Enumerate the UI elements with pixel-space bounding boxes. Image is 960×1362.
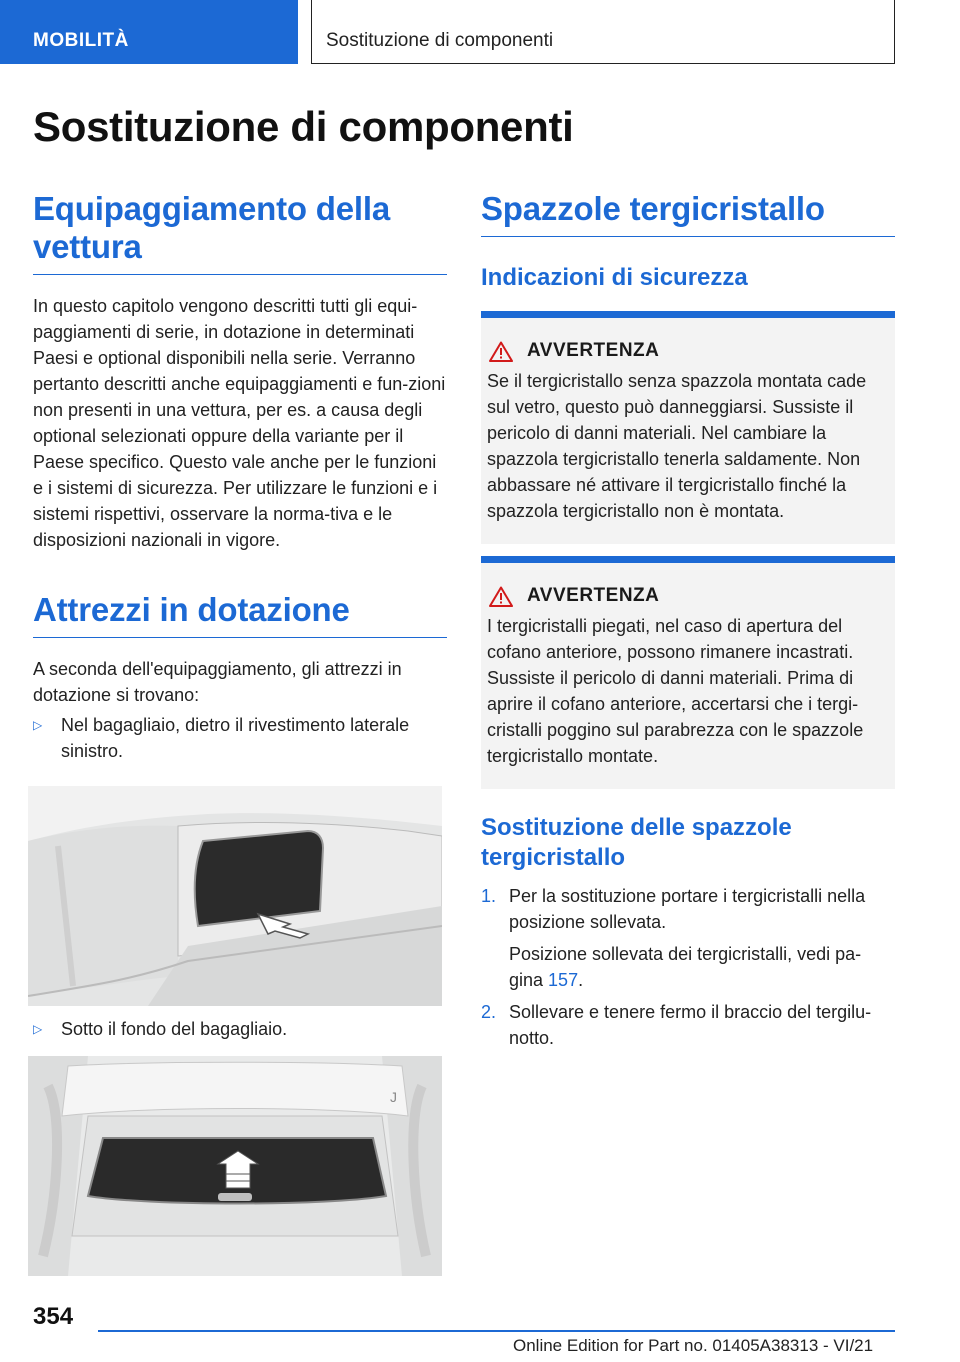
warning-box-1 [481, 311, 895, 544]
heading-replace-blades: Sostituzione delle spazzole tergicristallo [481, 814, 792, 871]
list-item [481, 883, 895, 935]
header-section-tab [0, 0, 298, 64]
footer-divider [98, 1330, 895, 1332]
list-item [33, 1016, 447, 1042]
heading-wiper-blades: Spazzole tergicristallo [481, 190, 895, 237]
trunk-side-panel-image [28, 786, 442, 1006]
warning-box-2 [481, 556, 895, 789]
step-text: Per la sostituzione portare i tergicristalli nella posizione sollevata. [509, 886, 866, 932]
right-column [481, 190, 895, 1051]
warning-triangle-icon [489, 341, 513, 362]
page-number: 354 [33, 1303, 74, 1330]
left-column [33, 190, 447, 1276]
step-text: Sollevare e tenere fermo il braccio del tergilu-notto. [509, 1002, 872, 1048]
header-section-label: MOBILITÀ [33, 30, 129, 51]
heading-tools: Attrezzi in dotazione [33, 591, 447, 638]
step-reference [481, 941, 895, 993]
triangle-right-icon: ▷ [33, 1021, 43, 1036]
footer-edition: Online Edition for Part no. 01405A38313 - VI/21 [513, 1336, 874, 1355]
equipment-paragraph: In questo capitolo vengono descritti tutti gli equi-paggiamenti di serie, in dotazione in determinati Paesi e optional disponibili nella serie. Verranno pertanto descritti anche equipaggiamenti e fun-zioni non presenti in una vettura, per es. a causa degli optional selezionati oppure della variante per il Paese specifico. Questo vale anche per le funzioni e i sistemi di sicurezza. Per utilizzare le funzioni e i sistemi rispettivi, osservare la norma-tiva e le disposizioni nazionali in vigore. [33, 295, 446, 550]
svg-text:J: J [390, 1088, 397, 1105]
page-link[interactable]: 157 [548, 970, 579, 990]
header-chapter-label: Sostituzione di componenti [326, 30, 554, 51]
reference-end: . [578, 970, 584, 990]
step-number: 2. [481, 1002, 497, 1022]
heading-safety: Indicazioni di sicurezza [481, 264, 748, 291]
header-chapter-tab [311, 0, 895, 64]
warning-label: AVVERTENZA [527, 340, 660, 361]
trunk-floor-image [28, 1056, 442, 1276]
bullet-text: Sotto il fondo del bagagliaio. [61, 1018, 288, 1039]
bullet-text: Nel bagagliaio, dietro il rivestimento laterale sinistro. [61, 714, 410, 761]
tools-intro: A seconda dell'equipaggiamento, gli attrezzi in dotazione si trovano: [33, 658, 402, 705]
warning-label: AVVERTENZA [527, 585, 660, 606]
heading-equipment: Equipaggiamento della vettura [33, 190, 393, 275]
list-item [33, 712, 447, 764]
reference-text: Posizione sollevata dei tergicristalli, vedi pa-gina [509, 944, 862, 990]
list-item [481, 999, 895, 1051]
warning-text: Se il tergicristallo senza spazzola montata cade sul vetro, questo può danneggiarsi. Sussiste il pericolo di danni materiali. Nel cambiare la spazzola tergicristallo tenerla saldamente. Non abbassare né attivare il tergicristallo finché la spazzola tergicristallo non è montata. [487, 371, 867, 521]
warning-text: I tergicristalli piegati, nel caso di apertura del cofano anteriore, possono rimanere incastrati. Sussiste il pericolo di danni materiali. Prima di aprire il cofano anteriore, accertarsi che i tergi-cristalli poggino sul parabrezza con le spazzole tergicristallo montate. [487, 616, 864, 766]
page-title: Sostituzione di componenti [33, 103, 574, 150]
step-number: 1. [481, 886, 497, 906]
triangle-right-icon: ▷ [33, 717, 43, 732]
warning-triangle-icon [489, 586, 513, 607]
